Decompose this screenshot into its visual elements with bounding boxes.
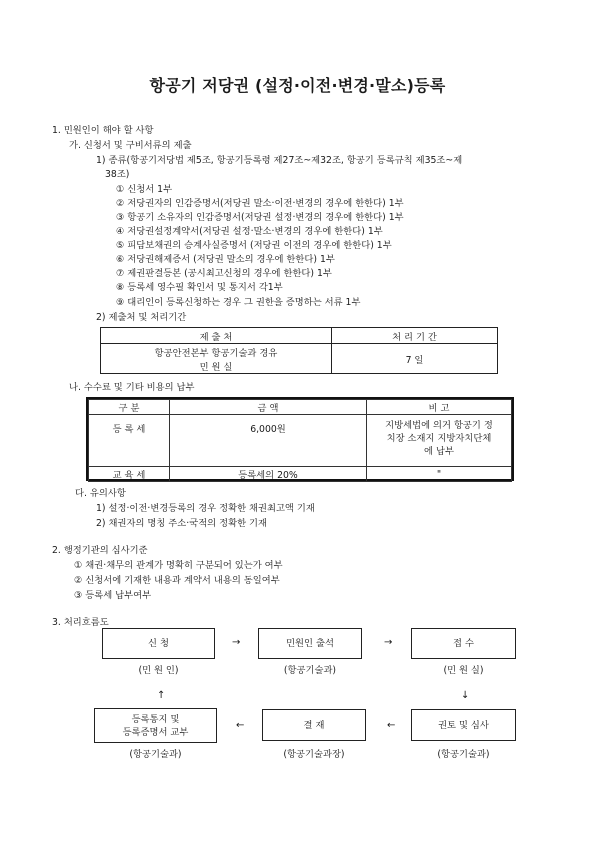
- fee-row2-category: 교 육 세: [89, 467, 170, 482]
- doc-item: ① 신청서 1부: [116, 184, 173, 195]
- submit-place-line2: 민 원 실: [199, 361, 233, 373]
- fee-header-note: 비 고: [367, 400, 512, 415]
- fee-header-category: 구 분: [89, 400, 170, 415]
- criteria-item: ① 채권·채무의 관계가 명확히 구분되어 있는가 여부: [74, 560, 283, 571]
- subsection-da: 다. 유의사항: [75, 488, 126, 499]
- law-reference-line1: 1) 종류(항공기저당법 제5조, 항공기등록령 제27조~제32조, 항공기 등록규칙 제35조~제: [96, 155, 463, 166]
- flow-box-reception: 접 수: [411, 628, 516, 659]
- flow-box-notification-line2: 등록증명서 교부: [122, 726, 189, 738]
- fee-row1-note-line2: 치장 소재지 지방자치단체: [386, 433, 492, 444]
- fee-row1-amount: 6,000원: [170, 415, 367, 467]
- fee-table: [88, 399, 512, 482]
- arrow-right-icon: →: [384, 637, 393, 648]
- flow-label-aviation-tech: (항공기술과): [129, 749, 182, 760]
- arrow-left-icon: ←: [236, 720, 245, 731]
- flow-box-review: 권토 및 심사: [411, 709, 516, 741]
- doc-item: ⑨ 대리인이 등록신청하는 경우 그 권한을 증명하는 서류 1부: [116, 297, 361, 308]
- fee-row1-note-line3: 에 납부: [424, 446, 454, 457]
- arrow-right-icon: →: [232, 637, 241, 648]
- doc-item: ② 저당권자의 인감증명서(저당권 말소·이전·변경의 경우에 한한다) 1부: [116, 198, 404, 209]
- submit-table-header-place: 제 출 처: [101, 328, 332, 344]
- submit-place-line1: 항공안전본부 항공기술과 경유: [154, 347, 278, 359]
- flow-box-approval: 결 재: [262, 709, 366, 741]
- doc-item: ⑤ 피담보채권의 승계사실증명서 (저당권 이전의 경우에 한한다) 1부: [116, 240, 392, 251]
- doc-item: ⑥ 저당권해제증서 (저당권 말소의 경우에 한한다) 1부: [116, 254, 335, 265]
- criteria-item: ③ 등록세 납부여부: [74, 590, 152, 601]
- flow-box-application: 신 청: [102, 628, 215, 659]
- doc-item: ⑧ 등록세 영수필 확인서 및 통지서 각1부: [116, 282, 283, 293]
- doc-item: ③ 항공기 소유자의 인감증명서(저당권 설정·변경의 경우에 한한다) 1부: [116, 212, 404, 223]
- note-item: 1) 설정·이전·변경등록의 경우 정확한 채권최고액 기재: [96, 503, 315, 514]
- section-1-heading: 1. 민원인이 해야 할 사항: [52, 125, 154, 136]
- fee-row1-note-line1: 지방세법에 의거 항공기 정: [385, 420, 493, 431]
- fee-header-amount: 금 액: [170, 400, 367, 415]
- fee-table-frame: [86, 397, 514, 481]
- flow-label-civil-office: (민 원 실): [443, 665, 484, 676]
- submit-table-period: 7 일: [332, 344, 498, 374]
- flow-label-aviation-tech: (항공기술과): [437, 749, 490, 760]
- flow-box-appearance: 민원인 출석: [258, 628, 362, 659]
- flow-label-aviation-tech: (항공기술과): [283, 665, 337, 676]
- flow-label-applicant: (민 원 인): [138, 665, 179, 676]
- fee-row2-amount: 등록세의 20%: [170, 467, 367, 482]
- fee-row2-note: ": [367, 467, 512, 482]
- subsection-ga: 가. 신청서 및 구비서류의 제출: [69, 140, 192, 151]
- note-item: 2) 채권자의 명칭 주소·국적의 정확한 기재: [96, 518, 267, 529]
- section-3-heading: 3. 처리흐름도: [52, 617, 109, 628]
- subsection-na: 나. 수수료 및 기타 비용의 납부: [69, 382, 195, 393]
- flow-box-notification: [94, 708, 217, 743]
- law-reference-line2: 38조): [105, 169, 130, 180]
- flow-label-aviation-tech-head: (항공기술과장): [283, 749, 345, 760]
- page-title: 항공기 저당권 (설정·이전·변경·말소)등록: [149, 76, 446, 95]
- submit-heading: 2) 제출처 및 처리기간: [96, 312, 187, 323]
- submit-table-place: [101, 344, 332, 374]
- arrow-down-icon: ↓: [461, 690, 470, 701]
- fee-row1-note: [367, 415, 512, 467]
- fee-row1-category: 등 록 세: [89, 415, 170, 467]
- arrow-up-icon: ↑: [157, 690, 166, 701]
- submit-table-header-period: 처 리 기 간: [332, 328, 498, 344]
- flow-box-notification-line1: 등록통지 및: [131, 713, 180, 725]
- criteria-item: ② 신청서에 기재한 내용과 계약서 내용의 동일여부: [74, 575, 280, 586]
- doc-item: ⑦ 제권판결등본 (공시최고신청의 경우에 한한다) 1부: [116, 268, 332, 279]
- submit-table: [100, 327, 498, 374]
- doc-item: ④ 저당권설정계약서(저당권 설정·말소·변경의 경우에 한한다) 1부: [116, 226, 383, 237]
- section-2-heading: 2. 행정기관의 심사기준: [52, 545, 148, 556]
- arrow-left-icon: ←: [387, 720, 396, 731]
